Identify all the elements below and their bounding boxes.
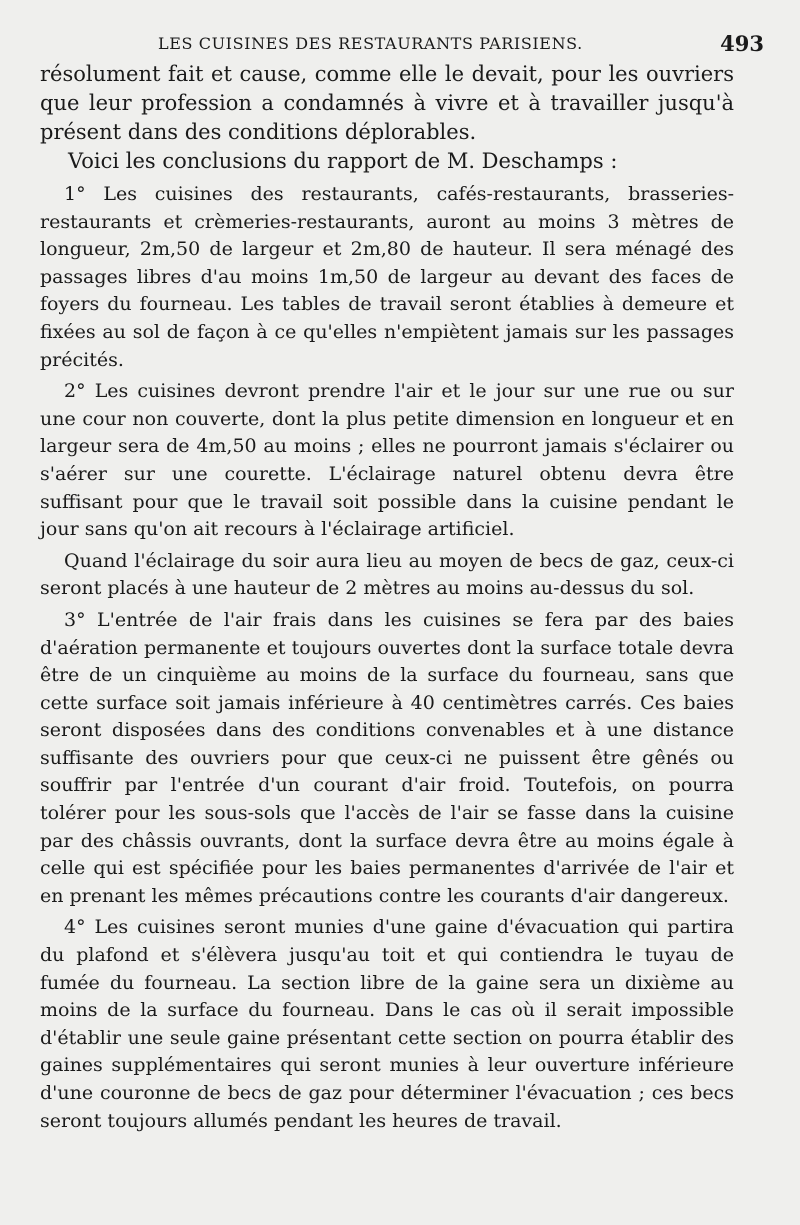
conclusion-paragraph: 2° Les cuisines devront prendre l'air et le jour sur une rue ou sur une cour non couverte, dont la plus petite dimension en longueur et en largeur sera de 4m,50 au moins ; elles ne pourront jamais s'éclairer ou s'aérer sur une courette. L'éclairage naturel obtenu devra être suffisant pour que le travail soit possible dans la cuisine pendant le jour sans qu'on ait recours à l'éclairage artificiel. (40, 380, 734, 541)
conclusion-paragraph: 3° L'entrée de l'air frais dans les cuisines se fera par des baies d'aération permanente et toujours ouvertes dont la surface totale devra être de un cinquième au moins de la surface du fourneau, sans que cette surface soit jamais inférieure à 40 centimètres carrés. Ces baies seront disposées dans des conditions convenables et à une distance suffisante des ouvriers pour que ceux-ci ne puissent être gênés ou souffrir par l'entrée d'un courant d'air froid. Toutefois, on pourra tolérer pour les sous-sols que l'accès de l'air se fasse dans la cuisine par des châssis ouvrants, dont la surface devra être au moins égale à celle qui est spécifiée pour les baies permanentes d'arrivée de l'air et en prenant les mêmes précautions contre les courants d'air dangereux. (40, 608, 734, 907)
lead-section (40, 60, 734, 176)
conclusions-section (40, 181, 734, 1135)
lead-paragraph: résolument fait et cause, comme elle le devait, pour les ouvriers que leur profession a condamnés à vivre et à travailler jusqu'à présent dans des conditions déplorables. (40, 62, 734, 144)
conclusion-paragraph: Quand l'éclairage du soir aura lieu au moyen de becs de gaz, ceux-ci seront placés à une hauteur de 2 mètres au moins au-dessus du sol. (40, 549, 734, 600)
body-text (40, 60, 734, 1135)
lead-paragraph: Voici les conclusions du rapport de M. Deschamps : (68, 149, 618, 173)
page-number: 493 (720, 31, 764, 56)
running-head: LES CUISINES DES RESTAURANTS PARISIENS. (158, 34, 583, 53)
page-header (40, 0, 764, 60)
conclusion-paragraph: 4° Les cuisines seront munies d'une gaine d'évacuation qui partira du plafond et s'élèvera jusqu'au toit et qui contiendra le tuyau de fumée du fourneau. La section libre de la gaine sera un dixième au moins de la surface du fourneau. Dans le cas où il serait impossible d'établir une seule gaine présentant cette section on pourra établir des gaines supplémentaires qui seront munies à leur ouverture inférieure d'une couronne de becs de gaz pour déterminer l'évacuation ; ces becs seront toujours allumés pendant les heures de travail. (40, 916, 734, 1132)
conclusion-paragraph: 1° Les cuisines des restaurants, cafés-restaurants, brasseries-restaurants et crèmeries-restaurants, auront au moins 3 mètres de longueur, 2m,50 de largeur et 2m,80 de hauteur. Il sera ménagé des passages libres d'au moins 1m,50 de largeur au devant des faces de foyers du fourneau. Les tables de travail seront établies à demeure et fixées au sol de façon à ce qu'elles n'empiètent jamais sur les passages précités. (40, 183, 734, 371)
